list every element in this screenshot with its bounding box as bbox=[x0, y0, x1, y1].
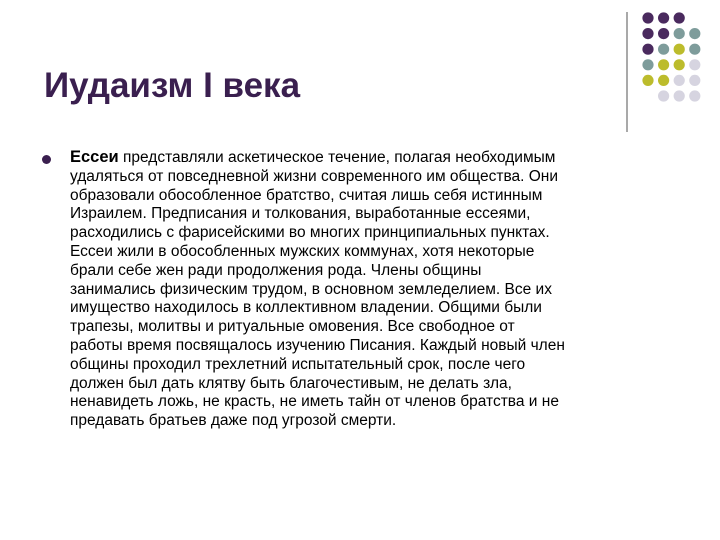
body-line: представляли аскетическое течение, полагая необходимым bbox=[123, 149, 556, 166]
body-line: Израилем. Предписания и толкования, выработанные ессеями, bbox=[70, 205, 531, 223]
decor-dot bbox=[674, 28, 685, 39]
decor-dot bbox=[674, 75, 685, 86]
decor-dot bbox=[674, 59, 685, 70]
bullet-text bbox=[70, 148, 682, 431]
bullet-item bbox=[42, 148, 682, 431]
divider-line bbox=[626, 12, 628, 132]
decor-dot bbox=[674, 12, 685, 23]
body-line: должен был дать клятву быть благочестивым, не делать зла, bbox=[70, 374, 512, 392]
body-line: трапезы, молитвы и ритуальные омовения. Все свободное от bbox=[70, 318, 515, 336]
body-line: удаляться от повседневной жизни современного им общества. Они bbox=[70, 167, 559, 185]
decor-dot bbox=[689, 44, 700, 55]
decor-dot bbox=[642, 12, 653, 23]
decor-dot bbox=[689, 75, 700, 86]
decor-dot bbox=[658, 44, 669, 55]
decor-dot bbox=[658, 75, 669, 86]
slide-content bbox=[42, 148, 682, 431]
decor-dot bbox=[689, 90, 700, 101]
body-line: занимались физическим трудом, в основном земледелием. Все их bbox=[70, 280, 552, 298]
decor-dot bbox=[642, 75, 653, 86]
body-line: ненавидеть ложь, не красть, не иметь тайн от членов братства и не bbox=[70, 393, 559, 411]
decor-dot bbox=[674, 90, 685, 101]
body-line: имущество находилось в коллективном владении. Общими были bbox=[70, 299, 542, 317]
body-line: работы время посвящалось изучению Писания. Каждый новый член bbox=[70, 336, 565, 354]
bullet-lead: Ессеи bbox=[70, 148, 119, 166]
decor-dot bbox=[689, 59, 700, 70]
decor-dot bbox=[658, 28, 669, 39]
decor-dot bbox=[674, 44, 685, 55]
body-line: брали себе жен ради продолжения рода. Члены общины bbox=[70, 261, 482, 279]
body-line: образовали обособленное братство, считая лишь себя истинным bbox=[70, 186, 543, 204]
body-line: расходились с фарисейскими во многих принципиальных пунктах. bbox=[70, 224, 550, 242]
body-line: общины проходил трехлетний испытательный срок, после чего bbox=[70, 355, 526, 373]
slide-title: Иудаизм I века bbox=[44, 66, 301, 105]
decor-dot bbox=[642, 28, 653, 39]
decor-dot bbox=[658, 90, 669, 101]
body-line: предавать братьев даже под угрозой смерти. bbox=[70, 412, 397, 430]
bullet-dot-icon bbox=[42, 155, 51, 164]
decor-dot bbox=[642, 44, 653, 55]
decor-dot bbox=[658, 59, 669, 70]
decor-dot bbox=[642, 59, 653, 70]
decor-dot bbox=[689, 28, 700, 39]
body-line: Ессеи жили в обособленных мужских коммунах, хотя некоторые bbox=[70, 242, 535, 260]
decor-dot bbox=[658, 12, 669, 23]
